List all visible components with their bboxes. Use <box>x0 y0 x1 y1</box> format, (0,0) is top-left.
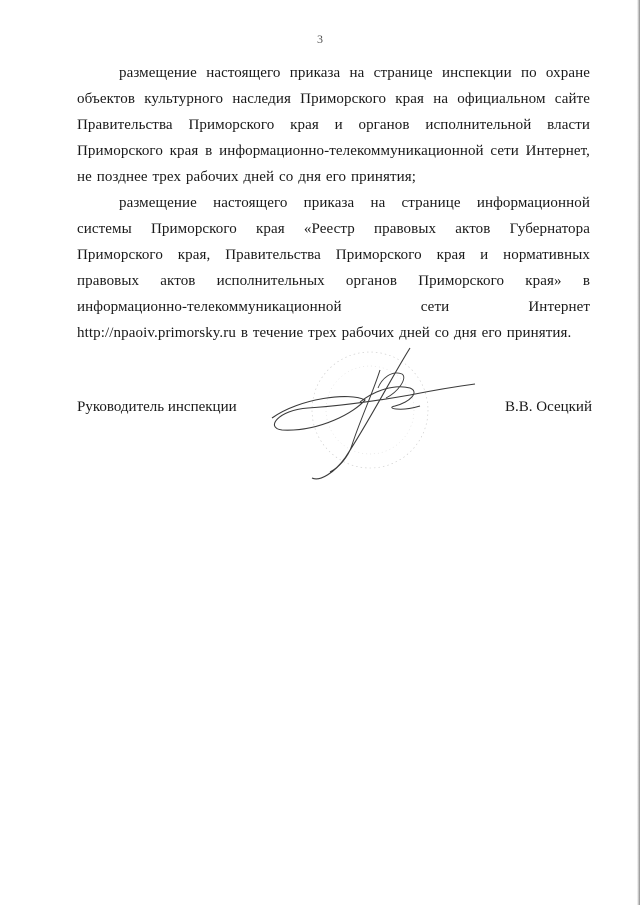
paragraph-2: размещение настоящего приказа на странице информационной системы Приморского края «Реестр правовых актов Губернатора Приморского края, Правительства Приморского края и нормативных правовых актов исполнительных органов Приморского края» в информационно-телекоммуникационной сети Интернет http://npaoiv.primorsky.ru в течение трех рабочих дней со дня его принятия. <box>77 195 590 341</box>
handwritten-signature <box>260 340 490 490</box>
signatory-name: В.В. Осецкий <box>505 399 592 415</box>
document-body <box>77 60 590 346</box>
page-number: 3 <box>317 32 323 46</box>
signatory-title: Руководитель инспекции <box>77 399 237 415</box>
paragraph-1: размещение настоящего приказа на странице инспекции по охране объектов культурного наследия Приморского края на официальном сайте Правительства Приморского края и органов исполнительной власти Приморского края в информационно-телекоммуникационной сети Интернет, не позднее трех рабочих дней со дня его принятия; <box>77 65 590 185</box>
